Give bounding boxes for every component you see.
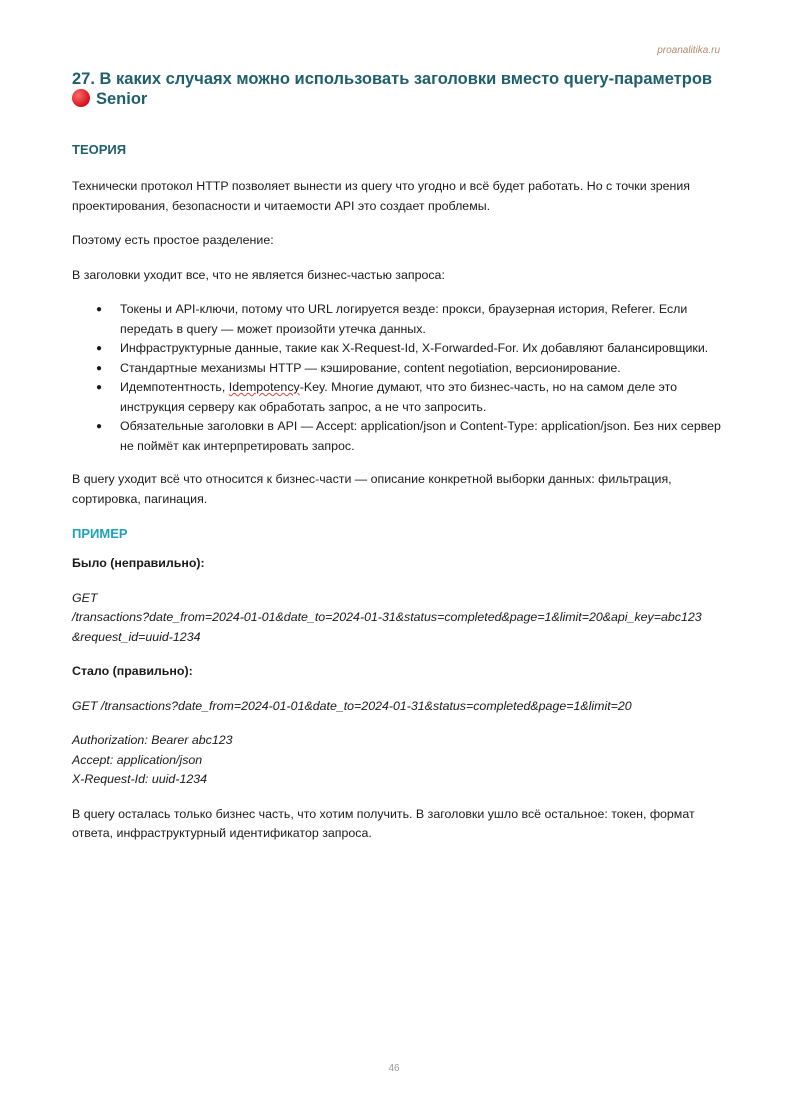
theory-paragraph-1: Технически протокол HTTP позволяет вынести из query что угодно и всё будет работать. Но с точки зрения проектирования, безопасности и читаемости API это создает проблемы. [72, 179, 691, 213]
headers-bullet-list [72, 300, 722, 456]
level-label: Senior [96, 90, 148, 108]
after-label: Стало (правильно): [72, 664, 193, 678]
before-line-3: &request_id=uuid-1234 [72, 629, 201, 644]
header-line: X-Request-Id: uuid-1234 [72, 772, 208, 786]
theory-paragraph-4: В query уходит всё что относится к бизнес-части — описание конкретной выборки данных: фильтрация, сортировка, пагинация. [72, 472, 672, 506]
list-item: ● Токены и API-ключи, потому что URL логируется везде: прокси, браузерная история, Referer. Если передать в query — может произойти утечка данных. [72, 300, 722, 339]
after-headers [72, 731, 722, 790]
before-label: Было (неправильно): [72, 556, 205, 570]
before-request [72, 589, 722, 648]
title-text: 27. В каких случаях можно использовать заголовки вместо query-параметров [72, 70, 713, 88]
list-item: ● Стандартные механизмы HTTP — кэширование, content negotiation, версионирование. [72, 359, 722, 379]
list-item [72, 378, 722, 417]
after-request: GET /transactions?date_from=2024-01-01&date_to=2024-01-31&status=completed&page=1&limit=20 [72, 698, 632, 713]
spellcheck-word: Idempotency [228, 380, 300, 394]
header-line: Authorization: Bearer abc123 [72, 733, 233, 747]
theory-paragraph-3: В заголовки уходит все, что не является бизнес-частью запроса: [72, 267, 445, 282]
before-line-1: GET [72, 590, 98, 605]
example-heading: ПРИМЕР [72, 526, 128, 541]
list-item: ● Обязательные заголовки в API — Accept: application/json и Content-Type: application/json. Без них сервер не поймёт как интерпретировать запрос. [72, 417, 722, 456]
before-line-2: /transactions?date_from=2024-01-01&date_to=2024-01-31&status=completed&page=1&limit=20&api_key=abc123 [72, 610, 702, 624]
bullet4-before: Идемпотентность, [120, 380, 229, 394]
list-item: ● Инфраструктурные данные, такие как X-Request-Id, X-Forwarded-For. Их добавляют балансировщики. [72, 339, 722, 359]
theory-heading: ТЕОРИЯ [72, 142, 127, 157]
page-number: 46 [388, 1063, 400, 1074]
conclusion-paragraph: В query осталась только бизнес часть, что хотим получить. В заголовки ушло всё остальное: токен, формат ответа, инфраструктурный идентификатор запроса. [72, 806, 695, 840]
bullet4-after: -Key. Многие думают, что это бизнес-часть, но на самом деле это инструкция серверу как обработать запрос, а не что запросить. [120, 380, 678, 414]
theory-paragraph-2: Поэтому есть простое разделение: [72, 233, 274, 247]
red-circle-icon [72, 89, 90, 107]
site-watermark: proanalitika.ru [657, 45, 720, 56]
page-title [72, 69, 732, 109]
header-line: Accept: application/json [72, 752, 203, 767]
page-content [72, 140, 722, 859]
